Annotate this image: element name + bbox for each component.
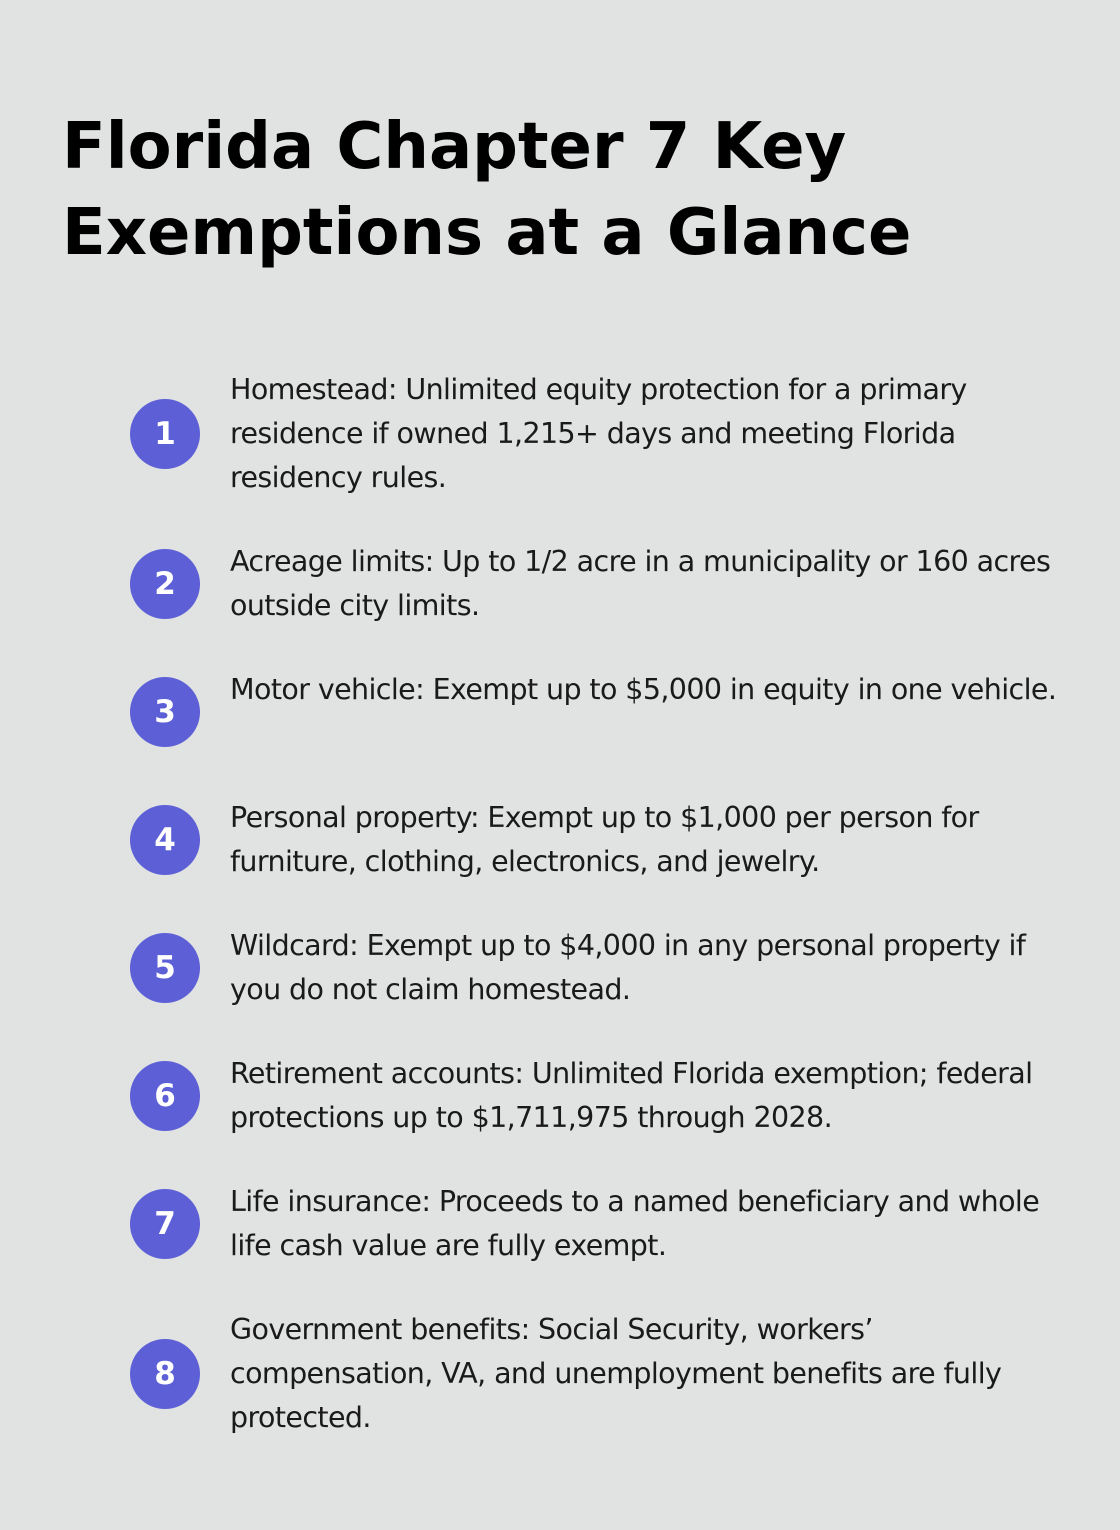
number-badge: 7 <box>130 1189 200 1259</box>
page-title: Florida Chapter 7 Key Exemptions at a Glance <box>62 110 912 270</box>
number-badge: 4 <box>130 805 200 875</box>
number-badge: 6 <box>130 1061 200 1131</box>
number-badge: 1 <box>130 399 200 469</box>
number-badge: 2 <box>130 549 200 619</box>
number-badge: 8 <box>130 1339 200 1409</box>
item-text: Acreage limits: Up to 1/2 acre in a municipality or 160 acres outside city limits. <box>230 545 1051 622</box>
number-badge: 5 <box>130 933 200 1003</box>
number-badge: 3 <box>130 677 200 747</box>
item-text: Motor vehicle: Exempt up to $5,000 in equity in one vehicle. <box>230 673 1057 706</box>
item-text: Life insurance: Proceeds to a named beneficiary and whole life cash value are fully exempt. <box>230 1185 1040 1262</box>
item-text: Wildcard: Exempt up to $4,000 in any personal property if you do not claim homestead. <box>230 929 1026 1006</box>
item-text: Government benefits: Social Security, workers’ compensation, VA, and unemployment benefits are fully protected. <box>230 1313 1002 1434</box>
item-text: Retirement accounts: Unlimited Florida exemption; federal protections up to $1,711,975 through 2028. <box>230 1057 1033 1134</box>
item-text: Homestead: Unlimited equity protection for a primary residence if owned 1,215+ days and meeting Florida residency rules. <box>230 373 967 494</box>
item-text: Personal property: Exempt up to $1,000 per person for furniture, clothing, electronics, and jewelry. <box>230 801 979 878</box>
